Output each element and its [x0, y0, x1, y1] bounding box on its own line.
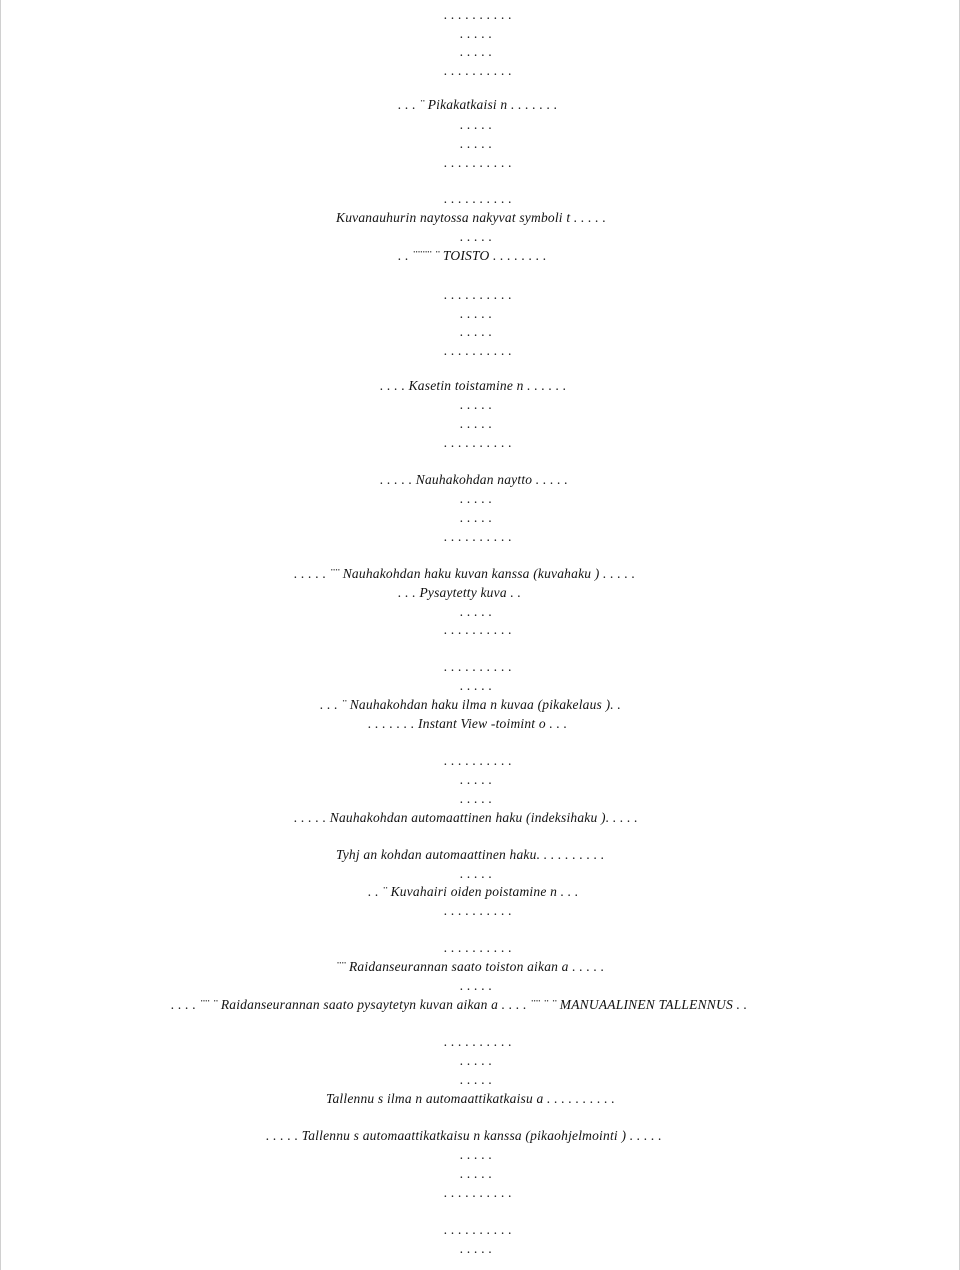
text-line: . . . Pysaytetty kuva . . [398, 585, 522, 600]
text-line: . . . . . [460, 117, 493, 132]
text-line: . . . . . [460, 1147, 493, 1162]
text-line: . . . . . ¨¨ Nauhakohdan haku kuvan kanssa (kuvahaku ) . . . . . [294, 566, 636, 581]
text-line: . . . . . [460, 491, 493, 506]
text-line: ¨¨ Raidanseurannan saato toiston aikan a . . . . . [336, 959, 605, 974]
text-line: . . . . . . . . . . [444, 903, 512, 918]
text-line: . . . . . [460, 604, 493, 619]
text-line: . . . . . . . . . . [444, 622, 512, 637]
text-line: . . . . . [460, 791, 493, 806]
text-line: . . . . . [460, 136, 493, 151]
text-line: . . ¨¨¨¨ ¨ TOISTO . . . . . . . . [398, 248, 547, 263]
text-line: Kuvanauhurin naytossa nakyvat symboli t . . . . . [336, 210, 607, 225]
text-line: . . . . Kasetin toistamine n . . . . . . [380, 378, 567, 393]
text-line: . . . . . . . . . . [444, 191, 512, 206]
text-line: . . . . . [460, 44, 493, 59]
text-line: . . . . . . . . . . [444, 753, 512, 768]
text-line: . . . . . . . . . . [444, 659, 512, 674]
text-line: . . . . . Nauhakohdan naytto . . . . . [380, 472, 568, 487]
text-line: . . ¨ Kuvahairi oiden poistamine n . . . [368, 884, 579, 899]
text-line: . . . . . . . Instant View -toimint o . . . [368, 716, 568, 731]
text-line: . . . . . . . . . . [444, 940, 512, 955]
text-line: . . . . . [460, 416, 493, 431]
text-line: . . . . ¨¨ ¨ Raidanseurannan saato pysaytetyn kuvan aikan a . . . . ¨¨ ¨ ¨ MANUAALINEN TALLENNUS . . [171, 997, 748, 1012]
text-line: . . . . . . . . . . [444, 435, 512, 450]
text-line: . . . . . [460, 1053, 493, 1068]
text-line: Tallennu s ilma n automaattikatkaisu a . . . . . . . . . . [326, 1091, 615, 1106]
text-line: . . . . . . . . . . [444, 63, 512, 78]
text-line: . . . . . [460, 772, 493, 787]
text-line: . . . . . [460, 397, 493, 412]
text-line: . . . . . [460, 1072, 493, 1087]
text-line: . . . . . . . . . . [444, 155, 512, 170]
text-line: . . . . . [460, 1241, 493, 1256]
text-line: . . . . . [460, 229, 493, 244]
text-line: . . . . . . . . . . [444, 1222, 512, 1237]
text-line: . . . ¨ Pikakatkaisi n . . . . . . . [398, 97, 558, 112]
text-line: . . . . . [460, 866, 493, 881]
text-line: . . . . . [460, 978, 493, 993]
text-line: . . . . . . . . . . [444, 7, 512, 22]
text-line: . . . ¨ Nauhakohdan haku ilma n kuvaa (pikakelaus ). . [320, 697, 621, 712]
text-line: . . . . . . . . . . [444, 343, 512, 358]
text-line: . . . . . [460, 26, 493, 41]
text-line: . . . . . . . . . . [444, 287, 512, 302]
text-line: . . . . . [460, 510, 493, 525]
text-line: . . . . . Tallennu s automaattikatkaisu n kanssa (pikaohjelmointi ) . . . . . [266, 1128, 662, 1143]
text-line: . . . . . Nauhakohdan automaattinen haku (indeksihaku ). . . . . [294, 810, 638, 825]
text-line: . . . . . [460, 678, 493, 693]
text-line: . . . . . [460, 324, 493, 339]
text-line: . . . . . [460, 306, 493, 321]
text-line: Tyhj an kohdan automaattinen haku. . . . . . . . . . [336, 847, 605, 862]
text-line: . . . . . [460, 1166, 493, 1181]
text-line: . . . . . . . . . . [444, 1185, 512, 1200]
text-line: . . . . . . . . . . [444, 529, 512, 544]
text-line: . . . . . . . . . . [444, 1034, 512, 1049]
